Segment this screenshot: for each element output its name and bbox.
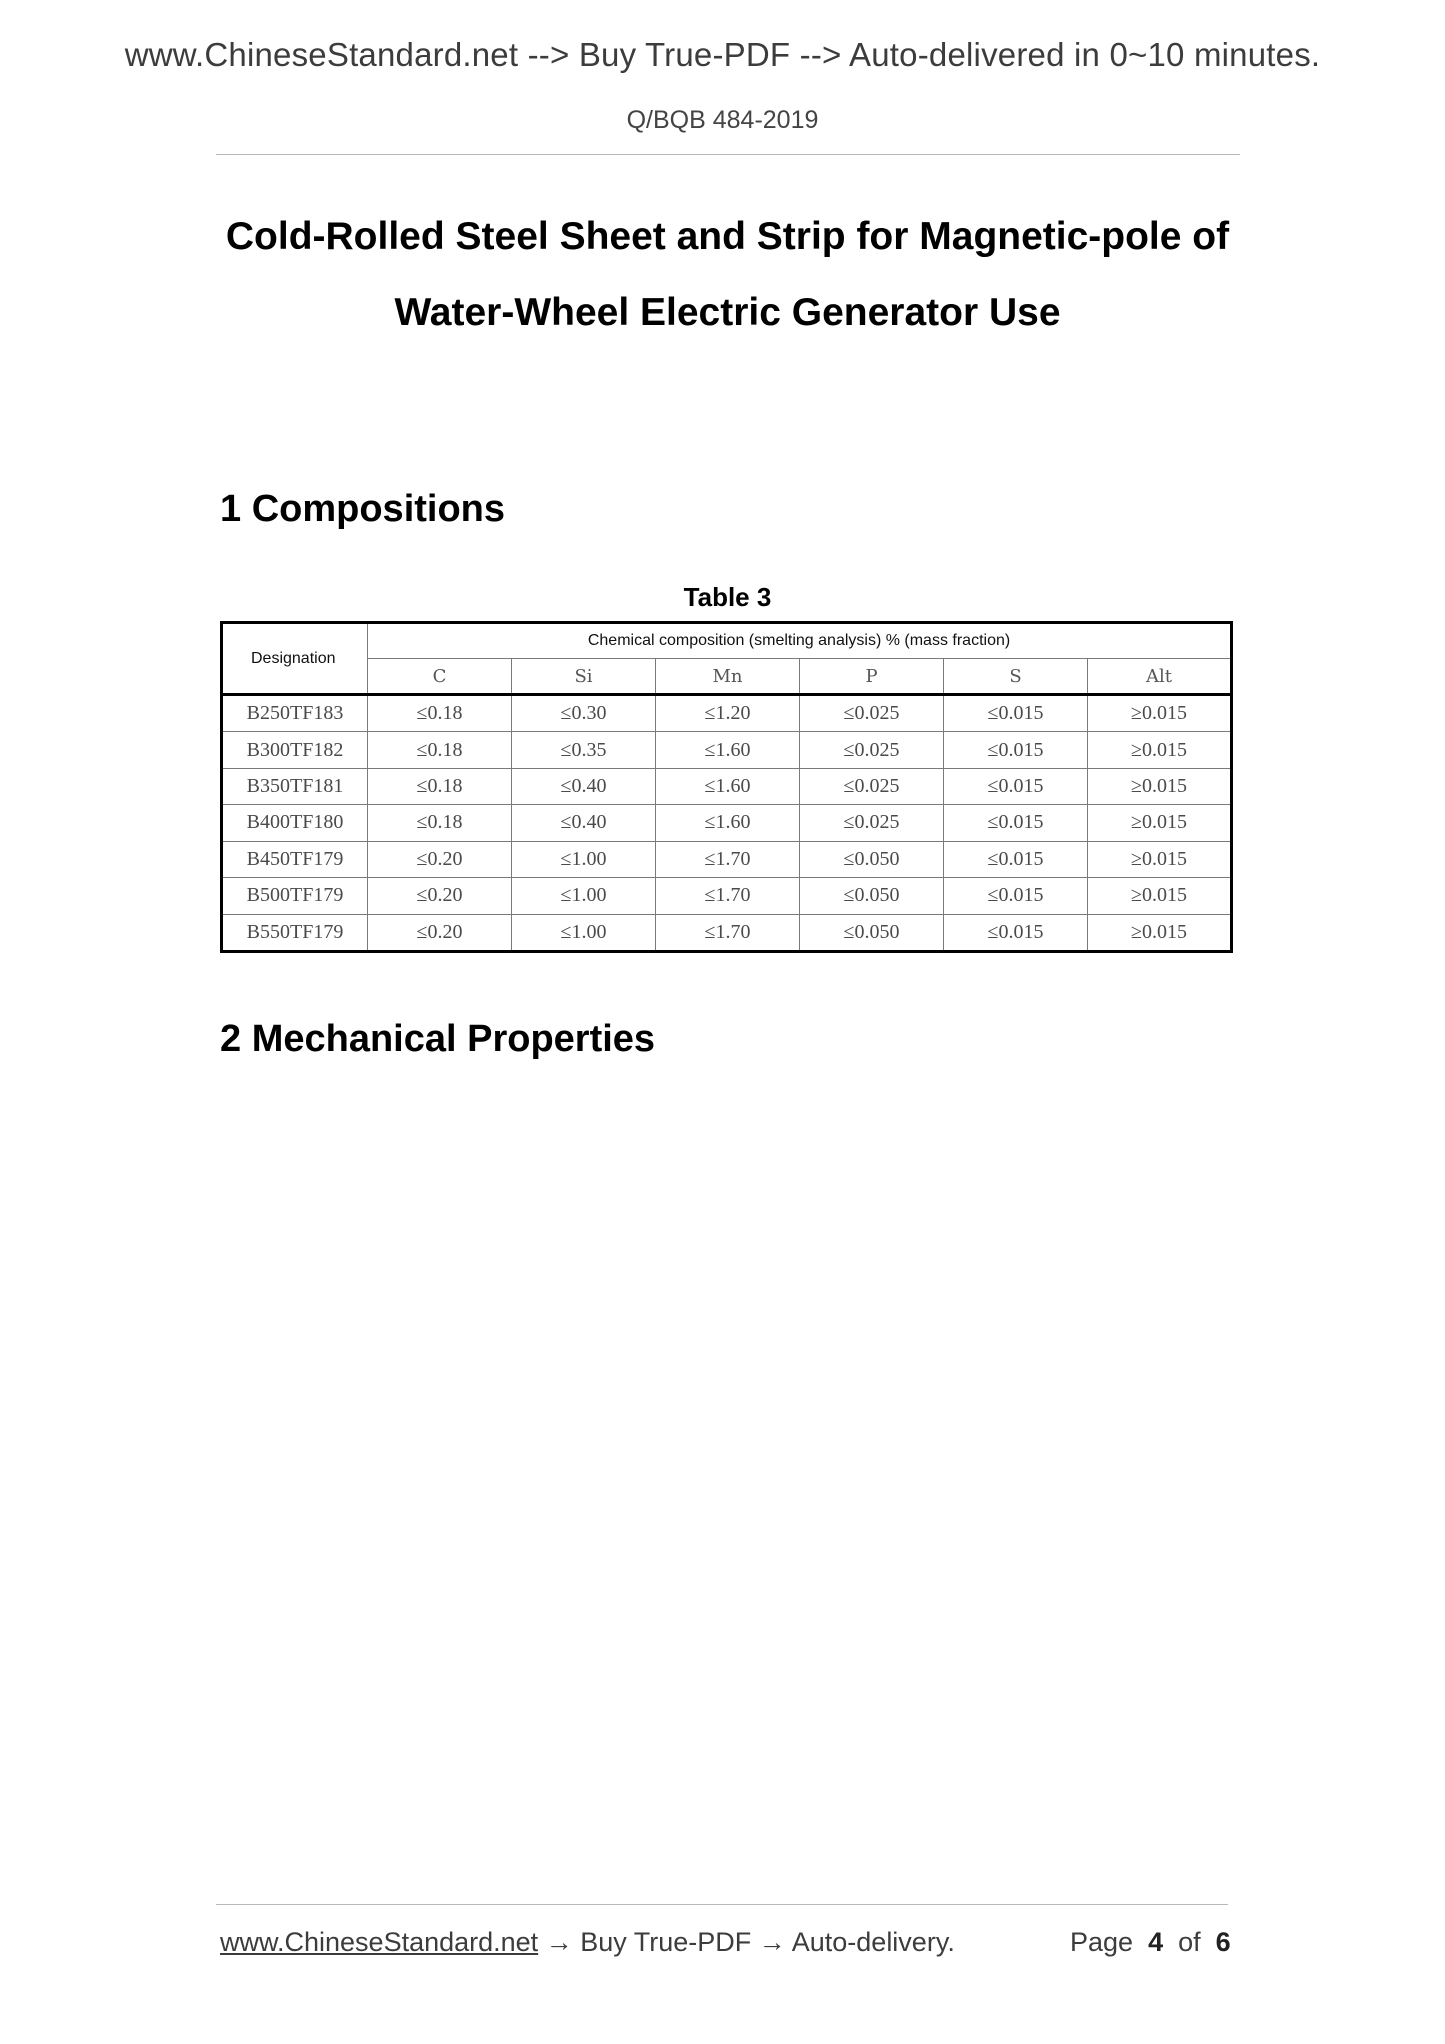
column-header-s: S	[944, 659, 1088, 695]
total-pages-number: 6	[1215, 1927, 1231, 1957]
footer-divider	[216, 1904, 1228, 1905]
table-cell: ≤0.015	[944, 732, 1088, 768]
page-indicator	[1070, 1927, 1231, 1958]
table-cell: ≤1.20	[656, 695, 800, 732]
table-row	[222, 878, 1232, 914]
table-cell: ≤0.015	[944, 695, 1088, 732]
table-cell: ≤1.70	[656, 878, 800, 914]
table-row	[222, 805, 1232, 841]
table-cell: ≤1.00	[512, 841, 656, 877]
of-label: of	[1178, 1927, 1201, 1957]
column-header-alt: Alt	[1088, 659, 1232, 695]
table-cell: ≤0.40	[512, 805, 656, 841]
table-cell: ≤0.18	[368, 805, 512, 841]
table-cell: ≤0.18	[368, 695, 512, 732]
table-cell: ≤0.18	[368, 768, 512, 804]
table-cell: ≤0.025	[800, 695, 944, 732]
table-row	[222, 695, 1232, 732]
footer-site-link[interactable]: www.ChineseStandard.net	[220, 1927, 539, 1957]
table-cell: ≤1.70	[656, 914, 800, 951]
column-header-p: P	[800, 659, 944, 695]
top-banner: www.ChineseStandard.net --> Buy True-PDF --> Auto-delivered in 0~10 minutes.	[124, 36, 1321, 73]
document-title-line-2: Water-Wheel Electric Generator Use	[394, 291, 1061, 334]
table-cell: ≥0.015	[1088, 805, 1232, 841]
table-cell: ≤0.015	[944, 841, 1088, 877]
composition-table	[220, 621, 1233, 953]
table-row	[222, 768, 1232, 804]
table-cell: ≤0.30	[512, 695, 656, 732]
page-label: Page	[1070, 1927, 1134, 1957]
designation-cell: B350TF181	[222, 768, 368, 804]
table-cell: ≤1.60	[656, 805, 800, 841]
table-cell: ≤0.050	[800, 841, 944, 877]
current-page-number: 4	[1148, 1927, 1164, 1957]
table-cell: ≤1.60	[656, 732, 800, 768]
section-heading-mechanical-properties: 2 Mechanical Properties	[220, 1018, 656, 1060]
table-cell: ≤0.015	[944, 914, 1088, 951]
column-header-c: C	[368, 659, 512, 695]
designation-cell: B300TF182	[222, 732, 368, 768]
table-cell: ≤0.025	[800, 732, 944, 768]
table-cell: ≤0.050	[800, 914, 944, 951]
designation-cell: B400TF180	[222, 805, 368, 841]
document-code: Q/BQB 484-2019	[626, 106, 819, 134]
footer-promo	[220, 1927, 955, 1958]
chemical-composition-header: Chemical composition (smelting analysis) % (mass fraction)	[368, 623, 1232, 659]
table-cell: ≤0.015	[944, 805, 1088, 841]
designation-cell: B450TF179	[222, 841, 368, 877]
table-cell: ≤0.025	[800, 768, 944, 804]
table-cell: ≤0.025	[800, 805, 944, 841]
table-cell: ≥0.015	[1088, 695, 1232, 732]
table-caption: Table 3	[683, 582, 772, 612]
table-cell: ≥0.015	[1088, 732, 1232, 768]
section-heading-compositions: 1 Compositions	[220, 488, 506, 530]
footer-promo-text: → Buy True-PDF → Auto-delivery.	[538, 1927, 955, 1957]
designation-header: Designation	[222, 623, 368, 695]
table-cell: ≥0.015	[1088, 841, 1232, 877]
table-cell: ≤0.20	[368, 878, 512, 914]
table-cell: ≤0.015	[944, 768, 1088, 804]
table-row	[222, 732, 1232, 768]
designation-cell: B550TF179	[222, 914, 368, 951]
table-cell: ≥0.015	[1088, 878, 1232, 914]
header-divider	[216, 154, 1240, 155]
table-cell: ≤0.050	[800, 878, 944, 914]
table-cell: ≥0.015	[1088, 914, 1232, 951]
table-cell: ≤1.70	[656, 841, 800, 877]
document-title-line-1: Cold-Rolled Steel Sheet and Strip for Magnetic-pole of	[225, 215, 1230, 258]
table-cell: ≤0.18	[368, 732, 512, 768]
table-row	[222, 914, 1232, 951]
designation-cell: B500TF179	[222, 878, 368, 914]
designation-cell: B250TF183	[222, 695, 368, 732]
table-cell: ≤1.00	[512, 914, 656, 951]
table-cell: ≤1.00	[512, 878, 656, 914]
table-cell: ≤0.40	[512, 768, 656, 804]
table-cell: ≤0.20	[368, 914, 512, 951]
table-cell: ≤0.20	[368, 841, 512, 877]
table-cell: ≥0.015	[1088, 768, 1232, 804]
table-cell: ≤0.35	[512, 732, 656, 768]
column-header-mn: Mn	[656, 659, 800, 695]
table-cell: ≤0.015	[944, 878, 1088, 914]
table-row	[222, 841, 1232, 877]
column-header-si: Si	[512, 659, 656, 695]
table-cell: ≤1.60	[656, 768, 800, 804]
